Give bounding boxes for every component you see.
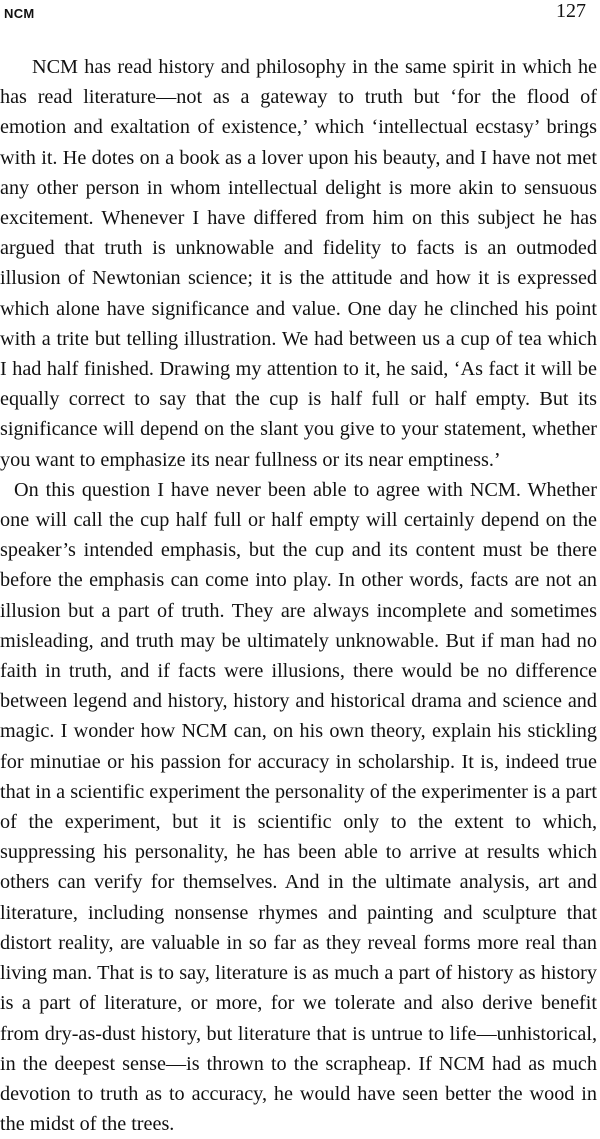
page-number: 127	[556, 0, 586, 22]
paragraph-1: NCM has read history and philosophy in the same spirit in which he has read literature—not as a gateway to truth but ‘for the flood of emotion and exaltation of existence,’ which ‘intellectual ecstasy’ brings with it. He dotes on a book as a lover upon his beauty, and I have not met any other person in whom intellectual delight is more akin to sensuous excitement. Whenever I have differed from him on this subject he has argued that truth is unknowable and fidelity to facts is an outmoded illusion of Newtonian science; it is the attitude and how it is expressed which alone have significance and value. One day he clinched his point with a trite but telling illustration. We had between us a cup of tea which I had half finished. Drawing my attention to it, he said, ‘As fact it will be equally correct to say that the cup is half full or half empty. But its significance will depend on the slant you give to your statement, whether you want to emphasize its near fullness or its near emptiness.’	[0, 56, 597, 471]
body-text	[0, 52, 597, 1139]
paragraph-2: On this question I have never been able to agree with NCM. Whether one will call the cup half full or half empty will certainly depend on the speaker’s intended emphasis, but the cup and its content must be there before the emphasis can come into play. In other words, facts are not an illusion but a part of truth. They are always incomplete and sometimes misleading, and truth may be ultimately unknowable. But if man had no faith in truth, and if facts were illusions, there would be no difference between legend and history, history and historical drama and science and magic. I wonder how NCM can, on his own theory, explain his stickling for minutiae or his passion for accuracy in scholarship. It is, indeed true that in a scientific experiment the personality of the experimenter is a part of the experiment, but it is scientific only to the extent to which, suppressing his personality, he has been able to arrive at results which others can verify for themselves. And in the ultimate analysis, art and literature, including nonsense rhymes and painting and sculpture that distort reality, are valuable in so far as they reveal forms more real than living man. That is to say, literature is as much a part of history as history is a part of literature, or more, for we tolerate and also derive benefit from dry-as-dust history, but literature that is untrue to life—unhistorical, in the deepest sense—is thrown to the scrapheap. If NCM had as much devotion to truth as to accuracy, he would have seen better the wood in the midst of the trees.	[0, 478, 597, 1136]
running-head: NCM	[4, 6, 35, 21]
